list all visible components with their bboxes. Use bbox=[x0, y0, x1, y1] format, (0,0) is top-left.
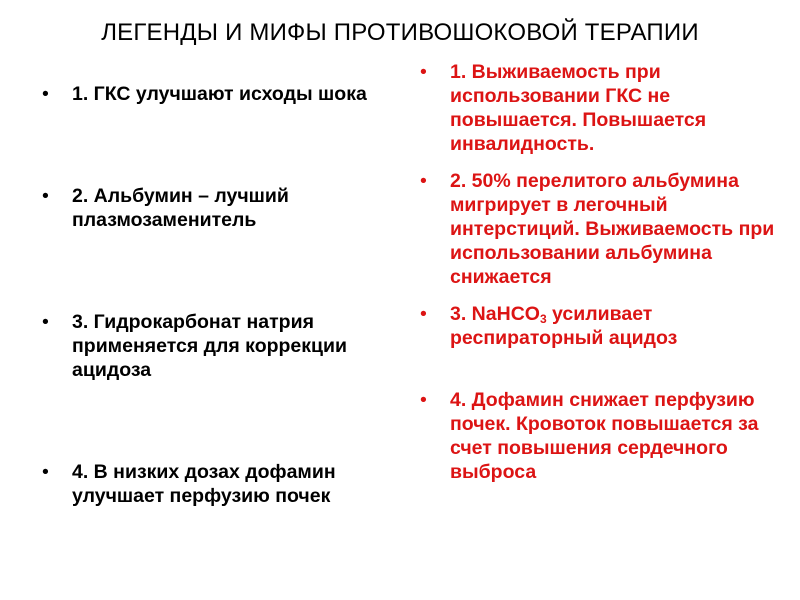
myth-item bbox=[42, 184, 387, 232]
myth-item bbox=[42, 82, 387, 106]
facts-list bbox=[420, 60, 790, 484]
fact-text-subscript: 3 bbox=[539, 312, 547, 326]
myth-item bbox=[42, 310, 387, 382]
bullet-icon: • bbox=[42, 185, 49, 207]
fact-item bbox=[420, 169, 790, 289]
myth-text: 1. ГКС улучшают исходы шока bbox=[72, 83, 367, 105]
bullet-icon: • bbox=[420, 303, 427, 325]
fact-text-suffix: усиливает респираторный ацидоз bbox=[450, 303, 678, 349]
fact-item bbox=[420, 60, 790, 156]
bullet-icon: • bbox=[42, 83, 49, 105]
bullet-icon: • bbox=[42, 311, 49, 333]
fact-text: 2. 50% перелитого альбумина мигрирует в легочный интерстиций. Выживаемость при использовании альбумина снижается bbox=[450, 170, 775, 288]
bullet-icon: • bbox=[420, 61, 427, 83]
fact-text: 1. Выживаемость при использовании ГКС не повышается. Повышается инвалидность. bbox=[450, 61, 707, 155]
myth-item bbox=[42, 460, 387, 508]
myth-text: 4. В низких дозах дофамин улучшает перфузию почек bbox=[72, 461, 336, 507]
fact-item bbox=[420, 302, 790, 350]
bullet-icon: • bbox=[420, 170, 427, 192]
slide-title: ЛЕГЕНДЫ И МИФЫ ПРОТИВОШОКОВОЙ ТЕРАПИИ bbox=[101, 19, 699, 46]
myths-list bbox=[42, 82, 387, 508]
fact-text: 4. Дофамин снижает перфузию почек. Кровоток повышается за счет повышения сердечного выброса bbox=[450, 389, 759, 483]
myth-text: 2. Альбумин – лучший плазмозаменитель bbox=[72, 185, 289, 231]
fact-text-prefix: 3. NaHCO bbox=[450, 303, 540, 325]
bullet-icon: • bbox=[42, 461, 49, 483]
bullet-icon: • bbox=[420, 389, 427, 411]
myth-text: 3. Гидрокарбонат натрия применяется для коррекции ацидоза bbox=[72, 311, 347, 381]
fact-item bbox=[420, 388, 790, 484]
